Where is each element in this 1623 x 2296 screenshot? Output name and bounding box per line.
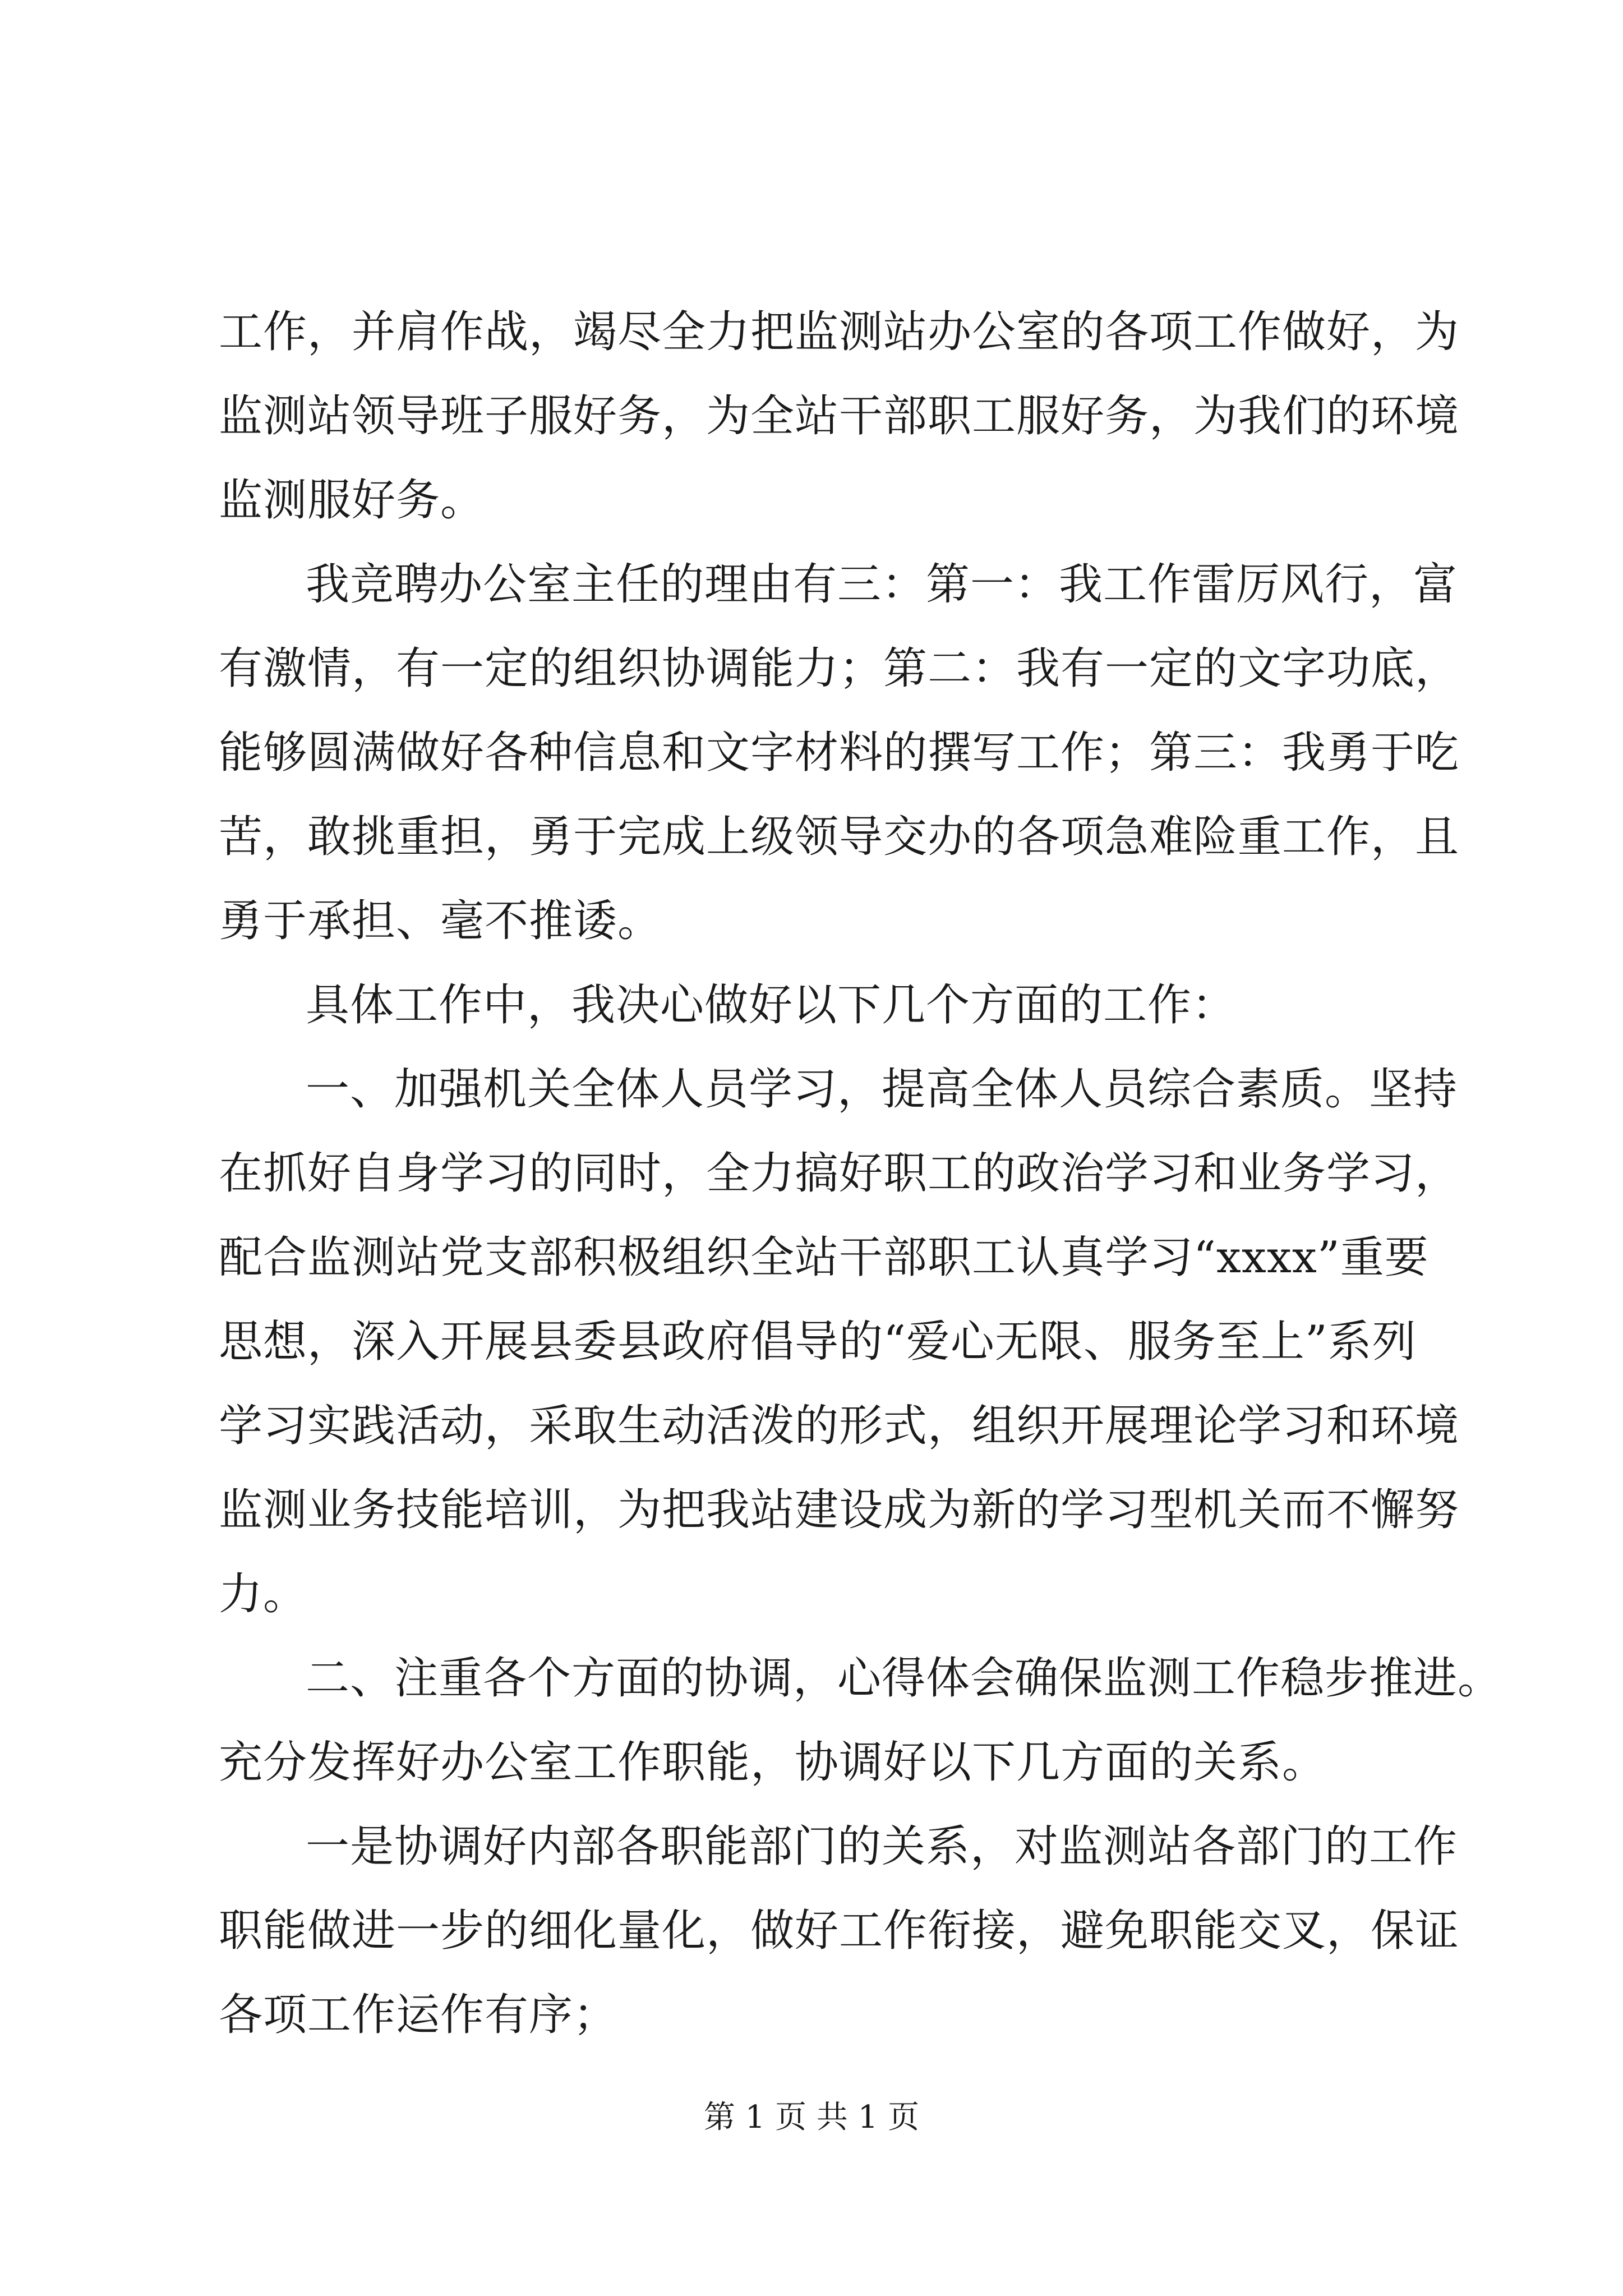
- page-footer: 第 1 页 共 1 页: [703, 2099, 920, 2136]
- paragraph-line: 各项工作运作有序；: [219, 1990, 618, 2040]
- paragraph-line: 充分发挥好办公室工作职能，协调好以下几方面的关系。: [219, 1737, 1327, 1788]
- paragraph-line: 监测业务技能培训，为把我站建设成为新的学习型机关而不懈努: [219, 1485, 1460, 1535]
- paragraph-line: 具体工作中，我决心做好以下几个方面的工作：: [306, 980, 1237, 1030]
- paragraph-line: 监测站领导班子服好务，为全站干部职工服好务，为我们的环境: [219, 391, 1460, 441]
- paragraph-line: 在抓好自身学习的同时，全力搞好职工的政治学习和业务学习，: [219, 1148, 1460, 1199]
- paragraph-line: 学习实践活动，采取生动活泼的形式，组织开展理论学习和环境: [219, 1401, 1460, 1451]
- paragraph-line: 勇于承担、毫不推诿。: [219, 896, 662, 946]
- paragraph-line: 有激情，有一定的组织协调能力；第二：我有一定的文字功底，: [219, 643, 1460, 694]
- paragraph-line: 监测服好务。: [219, 475, 485, 526]
- paragraph-line: 我竞聘办公室主任的理由有三：第一：我工作雷厉风行，富: [306, 559, 1458, 610]
- paragraph-line: 思想，深入开展县委县政府倡导的“爱心无限、服务至上”系列: [219, 1317, 1417, 1367]
- paragraph-line: 工作，并肩作战，竭尽全力把监测站办公室的各项工作做好，为: [219, 307, 1460, 357]
- paragraph-line: 一是协调好内部各职能部门的关系，对监测站各部门的工作: [306, 1821, 1458, 1872]
- paragraph-line: 苦，敢挑重担，勇于完成上级领导交办的各项急难险重工作，且: [219, 812, 1460, 862]
- paragraph-line: 职能做进一步的细化量化，做好工作衔接，避免职能交叉，保证: [219, 1906, 1460, 1956]
- paragraph-line: 一、加强机关全体人员学习，提高全体人员综合素质。坚持: [306, 1064, 1458, 1115]
- paragraph-line: 力。: [219, 1569, 308, 1619]
- paragraph-line: 能够圆满做好各种信息和文字材料的撰写工作；第三：我勇于吃: [219, 728, 1460, 778]
- paragraph-line: 配合监测站党支部积极组织全站干部职工认真学习“xxxx”重要: [219, 1232, 1429, 1283]
- paragraph-line: 二、注重各个方面的协调，心得体会确保监测工作稳步推进。: [306, 1653, 1502, 1704]
